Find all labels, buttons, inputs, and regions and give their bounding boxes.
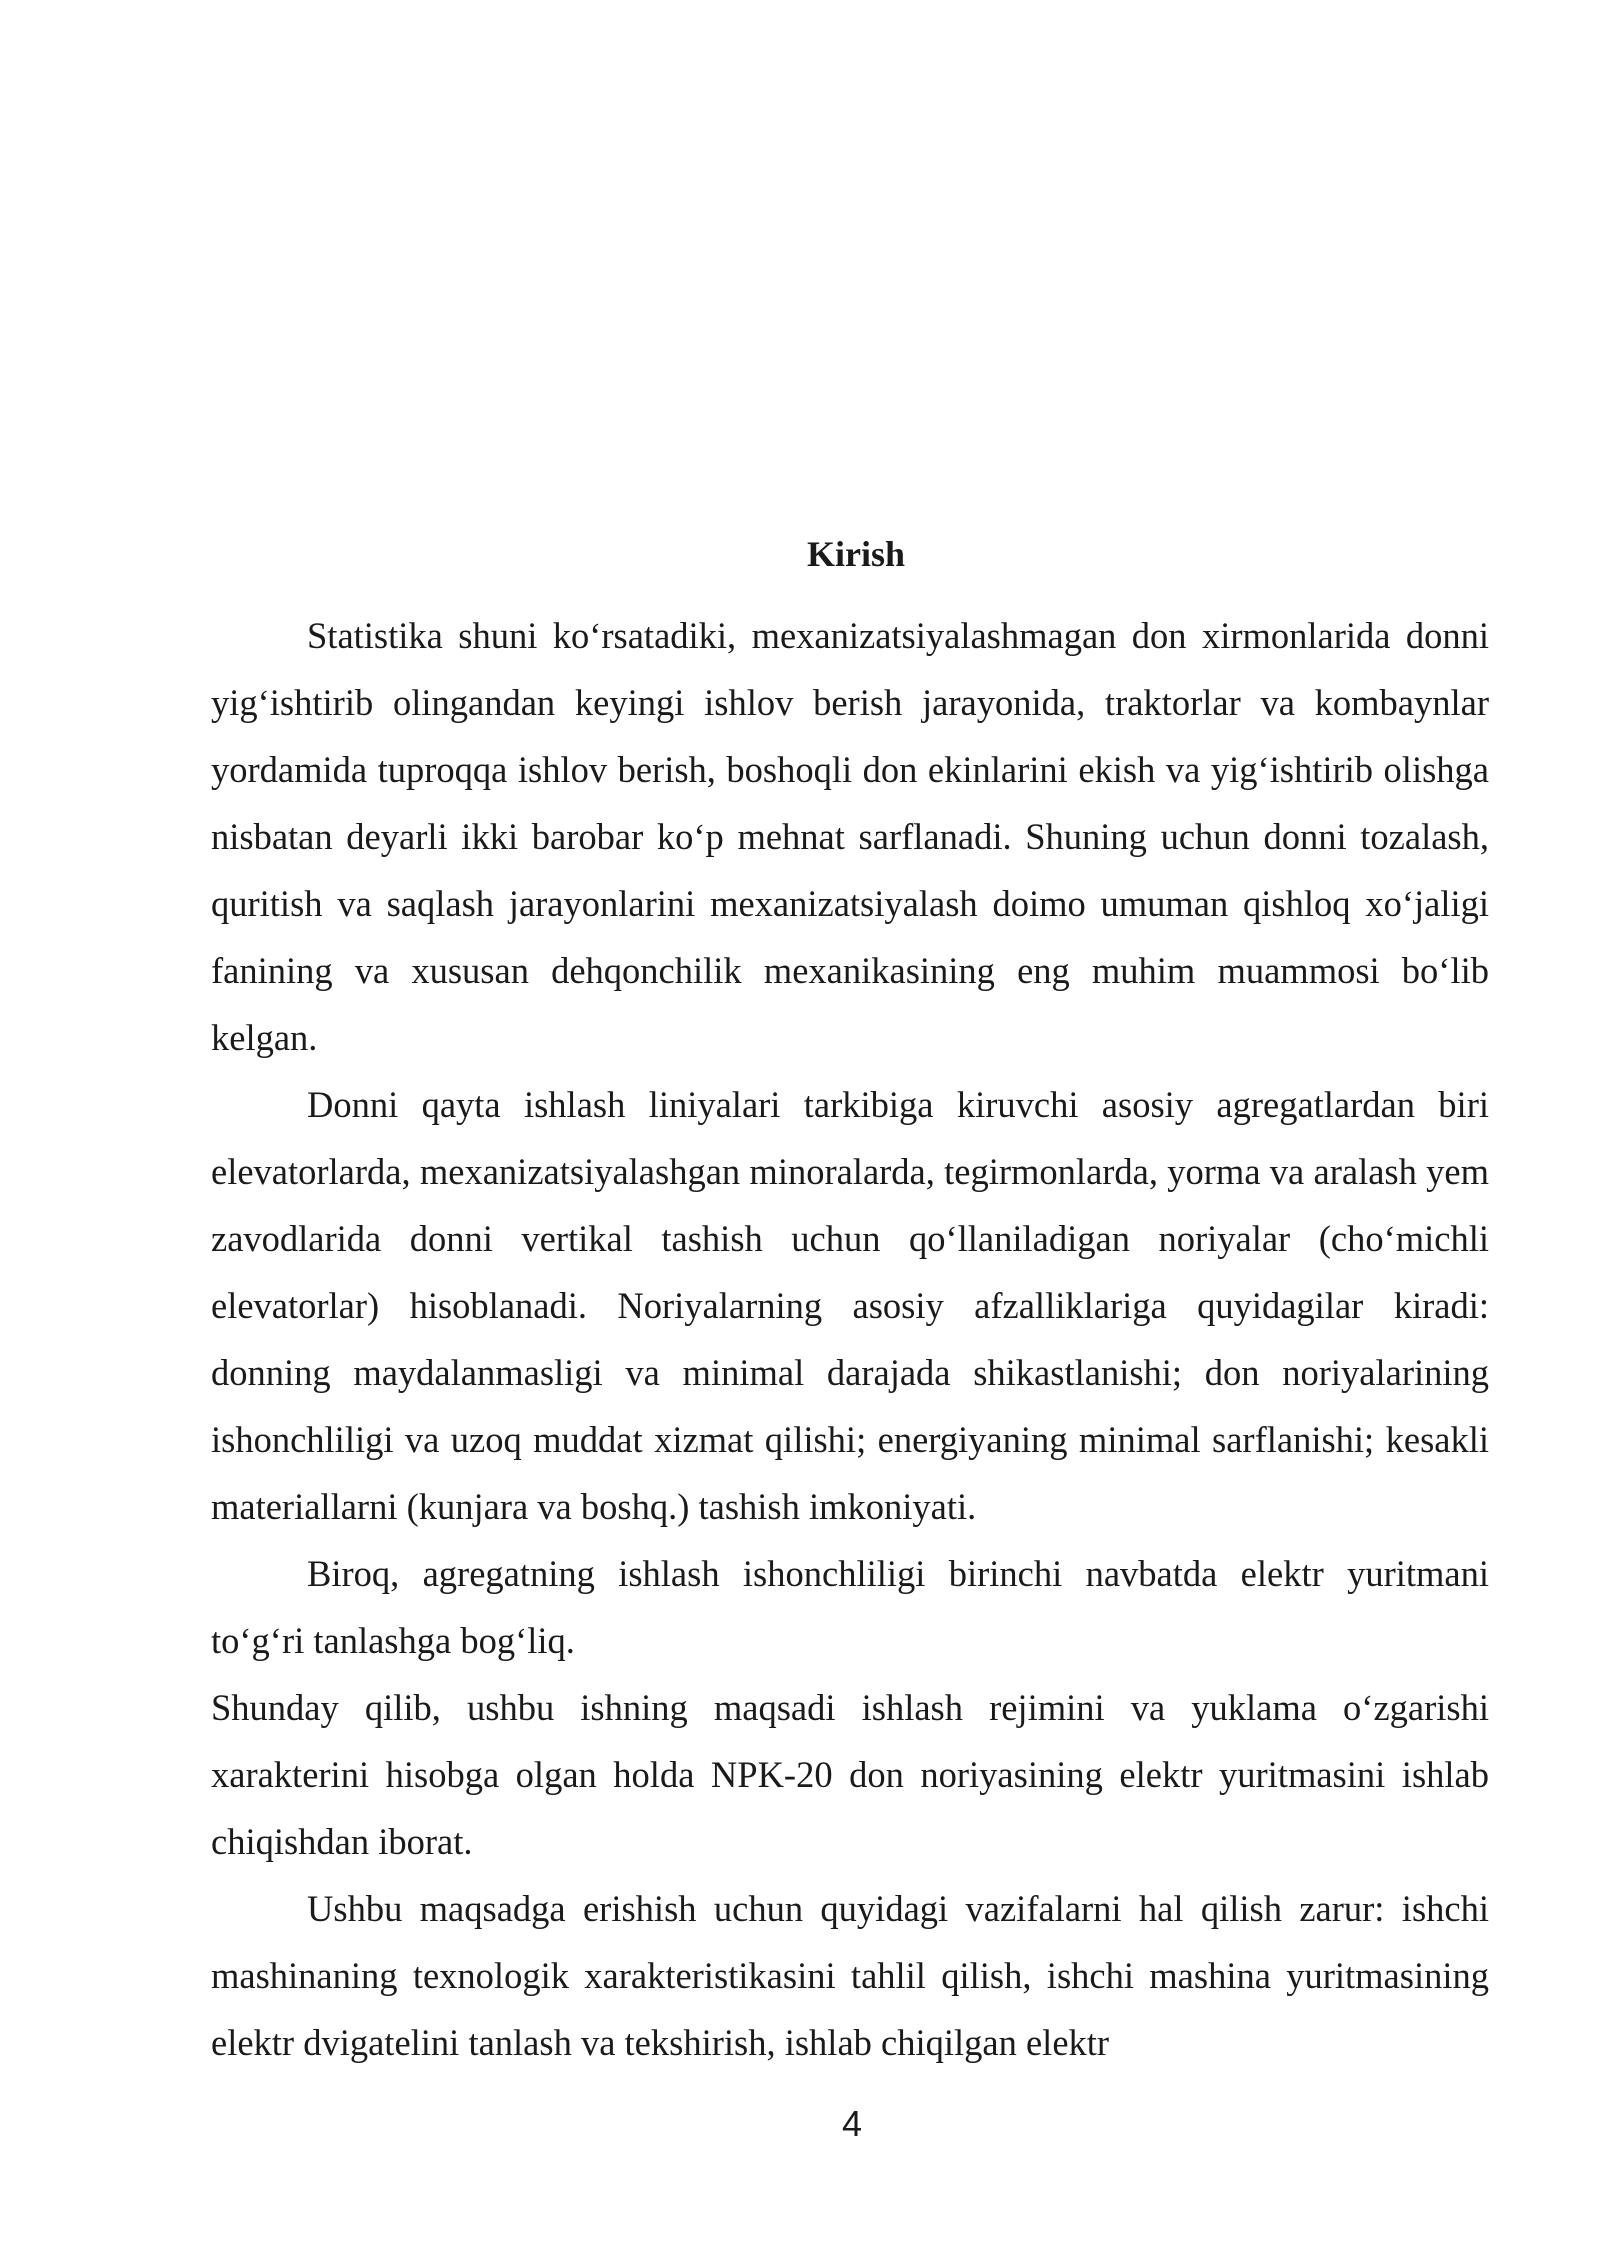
body-text xyxy=(211,602,1489,2076)
paragraph-goal: Shunday qilib, ushbu ishning maqsadi ishlash rejimini va yuklama o‘zgarishi xarakterini hisobga olgan holda NPK-20 don noriyasining elektr yuritmasini ishlab chiqishdan iborat. xyxy=(211,1687,1489,1862)
page-number: 4 xyxy=(841,2103,863,2144)
paragraph-tasks: Ushbu maqsadga erishish uchun quyidagi vazifalarni hal qilish zarur: ishchi mashinaning texnologik xarakteristikasini tahlil qilish, ishchi mashina yuritmasining elektr dvigatelini tanlash va tekshirish, ishlab chiqilgan elektr xyxy=(211,1888,1489,2063)
paragraph-statistics: Statistika shuni ko‘rsatadiki, mexanizatsiyalashmagan don xirmonlarida donni yig‘ishtirib olingandan keyingi ishlov berish jarayonida, traktorlar va kombaynlar yordamida tuproqqa ishlov berish, boshoqli don ekinlarini ekish va yig‘ishtirib olishga nisbatan deyarli ikki barobar ko‘p mehnat sarflanadi. Shuning uchun donni tozalash, quritish va saqlash jarayonlarini mexanizatsiyalash doimo umuman qishloq xo‘jaligi fanining va xususan dehqonchilik mexanikasining eng muhim muammosi bo‘lib kelgan. xyxy=(211,615,1489,1058)
paragraph-reliability: Biroq, agregatning ishlash ishonchliligi birinchi navbatda elektr yuritmani to‘g‘ri tanlashga bog‘liq. xyxy=(211,1553,1489,1661)
paragraph-conveyors: Donni qayta ishlash liniyalari tarkibiga kiruvchi asosiy agregatlardan biri elevatorlarda, mexanizatsiyalashgan minoralarda, tegirmonlarda, yorma va aralash yem zavodlarida donni vertikal tashish uchun qo‘llaniladigan noriyalar (cho‘michli elevatorlar) hisoblanadi. Noriyalarning asosiy afzalliklariga quyidagilar kiradi: donning maydalanmasligi va minimal darajada shikastlanishi; don noriyalarining ishonchliligi va uzoq muddat xizmat qilishi; energiyaning minimal sarflanishi; kesakli materiallarni (kunjara va boshq.) tashish imkoniyati. xyxy=(211,1084,1489,1527)
section-title: Kirish xyxy=(806,534,905,574)
